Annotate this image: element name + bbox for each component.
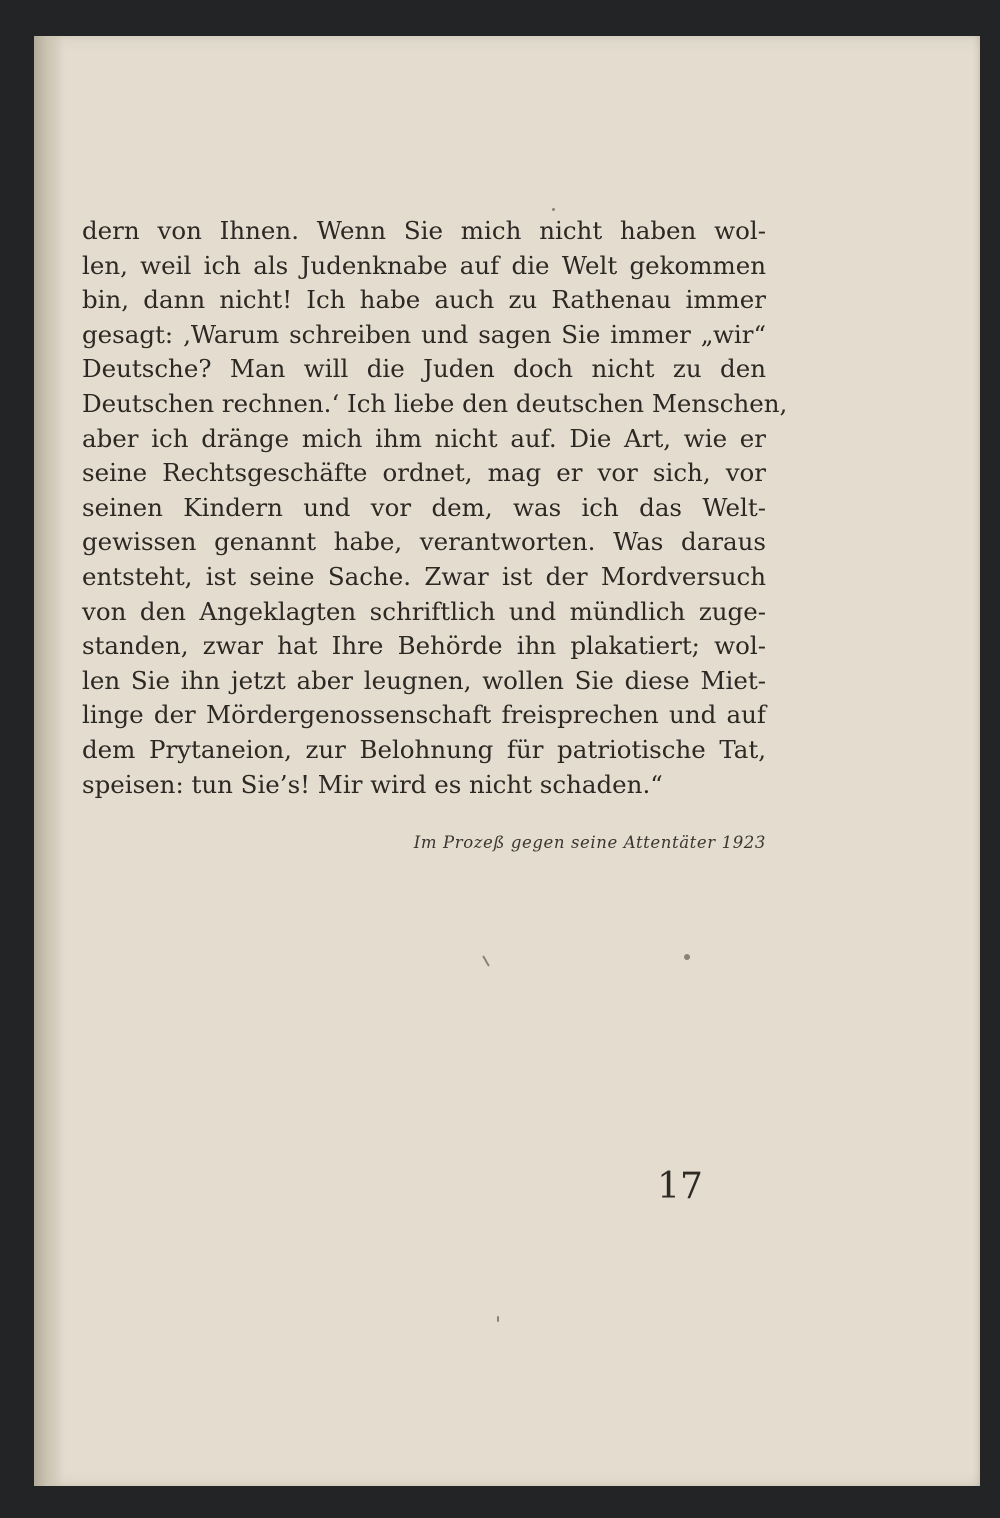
text-line: seine Rechtsgeschäfte ordnet, mag er vor sich, vor <box>82 458 766 488</box>
body-text <box>82 214 788 802</box>
text-line: len, weil ich als Judenknabe auf die Welt gekommen <box>82 250 766 280</box>
paper-speck <box>552 208 555 211</box>
text-line: standen, zwar hat Ihre Behörde ihn plakatiert; wol- <box>82 631 766 661</box>
text-line: dem Prytaneion, zur Belohnung für patriotische Tat, <box>82 734 766 764</box>
source-attribution: Im Prozeß gegen seine Attentäter 1923 <box>413 833 766 852</box>
text-line: seinen Kindern und vor dem, was ich das Welt- <box>82 492 766 522</box>
text-line: aber ich dränge mich ihm nicht auf. Die Art, wie er <box>82 423 766 453</box>
text-line: Deutschen rechnen.‘ Ich liebe den deutschen Menschen, <box>82 388 788 418</box>
text-line: dern von Ihnen. Wenn Sie mich nicht haben wol- <box>82 216 766 245</box>
text-line: Deutsche? Man will die Juden doch nicht zu den <box>82 354 766 384</box>
text-line: gesagt: ‚Warum schreiben und sagen Sie immer „wir“ <box>82 319 766 349</box>
text-line: gewissen genannt habe, verantworten. Was daraus <box>82 527 766 557</box>
text-line: von den Angeklagten schriftlich und mündlich zuge- <box>82 596 766 626</box>
page-number: 17 <box>657 1166 703 1207</box>
paper-speck <box>497 1316 499 1322</box>
text-line: entsteht, ist seine Sache. Zwar ist der Mordversuch <box>82 561 766 591</box>
text-line: speisen: tun Sie’s! Mir wird es nicht schaden.“ <box>82 769 663 799</box>
text-line: bin, dann nicht! Ich habe auch zu Rathenau immer <box>82 285 766 315</box>
page-gutter-shadow <box>34 36 64 1486</box>
text-line: len Sie ihn jetzt aber leugnen, wollen Sie diese Miet- <box>82 665 766 695</box>
text-line: linge der Mördergenossenschaft freisprechen und auf <box>82 700 766 730</box>
paper-speck <box>684 954 690 960</box>
